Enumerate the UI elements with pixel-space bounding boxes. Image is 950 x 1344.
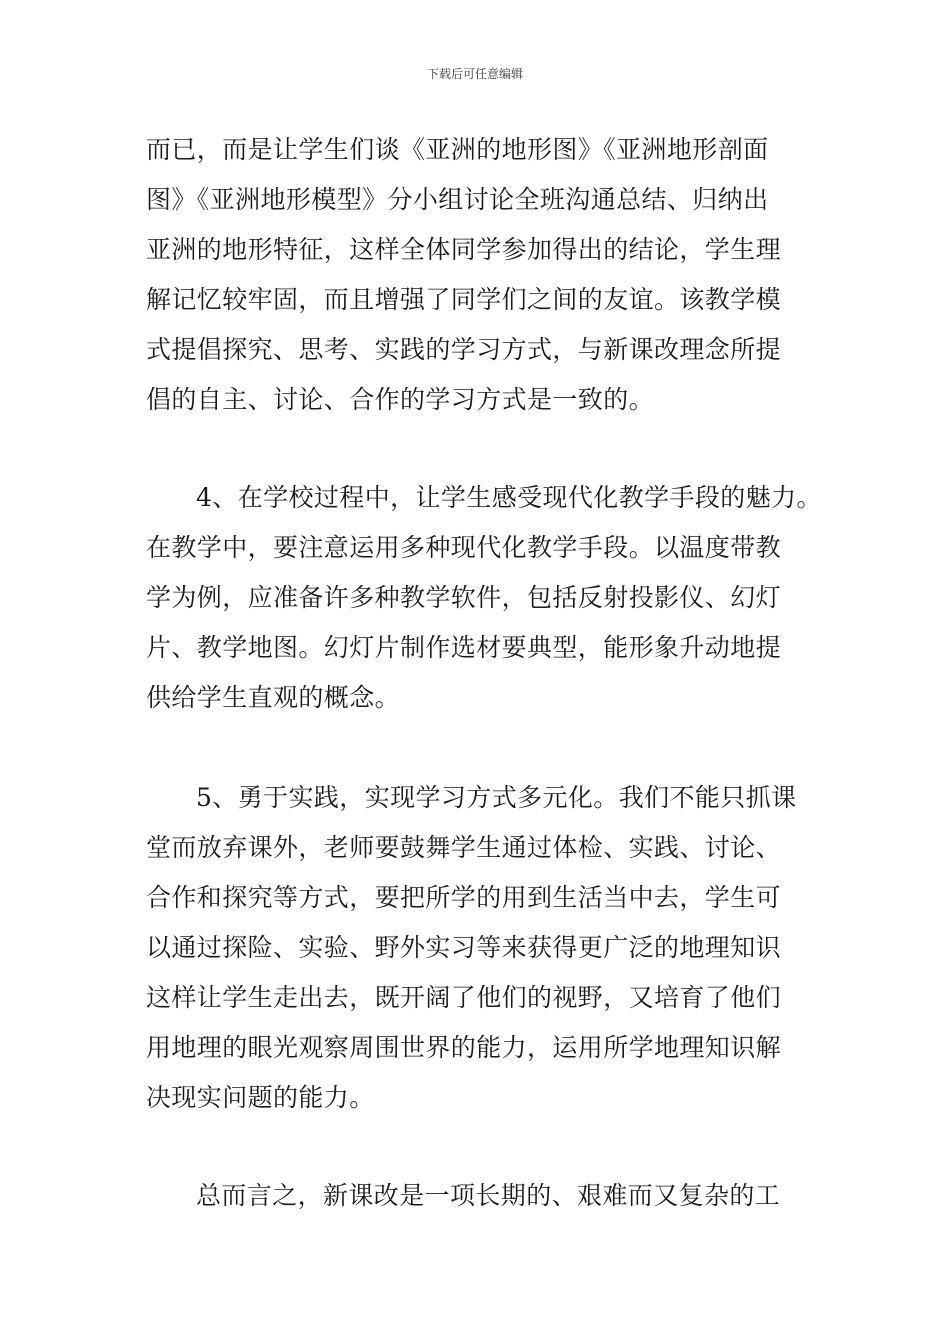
page-header: 下载后可任意编辑 bbox=[426, 67, 523, 81]
text-line: 供给学生直观的概念。 bbox=[146, 683, 401, 712]
text-line: 合作和探究等方式，要把所学的用到生活当中去，学生可 bbox=[146, 883, 782, 912]
paragraph-1 bbox=[146, 125, 781, 425]
text-line: 这样让学生走出去，既开阔了他们的视野，又培育了他们 bbox=[146, 983, 782, 1012]
paragraph-2 bbox=[146, 473, 822, 723]
text-line: 以通过探险、实验、野外实习等来获得更广泛的地理知识 bbox=[146, 933, 782, 962]
text-line: 倡的自主、讨论、合作的学习方式是一致的。 bbox=[146, 385, 655, 414]
paragraph-4 bbox=[146, 1171, 780, 1221]
text-line: 用地理的眼光观察周围世界的能力，运用所学地理知识解 bbox=[146, 1033, 782, 1062]
text-line: 式提倡探究、思考、实践的学习方式，与新课改理念所提 bbox=[146, 335, 782, 364]
text-line: 片、教学地图。幻灯片制作选材要典型，能形象升动地提 bbox=[146, 633, 782, 662]
text-line: 图》《亚洲地形模型》分小组讨论全班沟通总结、归纳出 bbox=[146, 185, 769, 214]
text-line: 而已，而是让学生们谈《亚洲的地形图》《亚洲地形剖面 bbox=[146, 135, 769, 164]
text-line: 决现实问题的能力。 bbox=[146, 1083, 375, 1112]
text-line: 总而言之，新课改是一项长期的、艰难而又复杂的工 bbox=[196, 1181, 781, 1210]
text-line: 堂而放弃课外，老师要鼓舞学生通过体检、实践、讨论、 bbox=[146, 833, 782, 862]
text-line: 5、勇于实践，实现学习方式多元化。我们不能只抓课 bbox=[196, 783, 797, 812]
text-line: 解记忆较牢固，而且增强了同学们之间的友谊。该教学模 bbox=[146, 285, 782, 314]
paragraph-3 bbox=[146, 773, 797, 1123]
text-line: 学为例，应准备许多种教学软件，包括反射投影仪、幻灯 bbox=[146, 583, 782, 612]
text-line: 在教学中，要注意运用多种现代化教学手段。以温度带教 bbox=[146, 533, 782, 562]
text-line: 亚洲的地形特征，这样全体同学参加得出的结论，学生理 bbox=[146, 235, 782, 264]
text-line: 4、在学校过程中，让学生感受现代化教学手段的魅力。 bbox=[196, 483, 822, 512]
